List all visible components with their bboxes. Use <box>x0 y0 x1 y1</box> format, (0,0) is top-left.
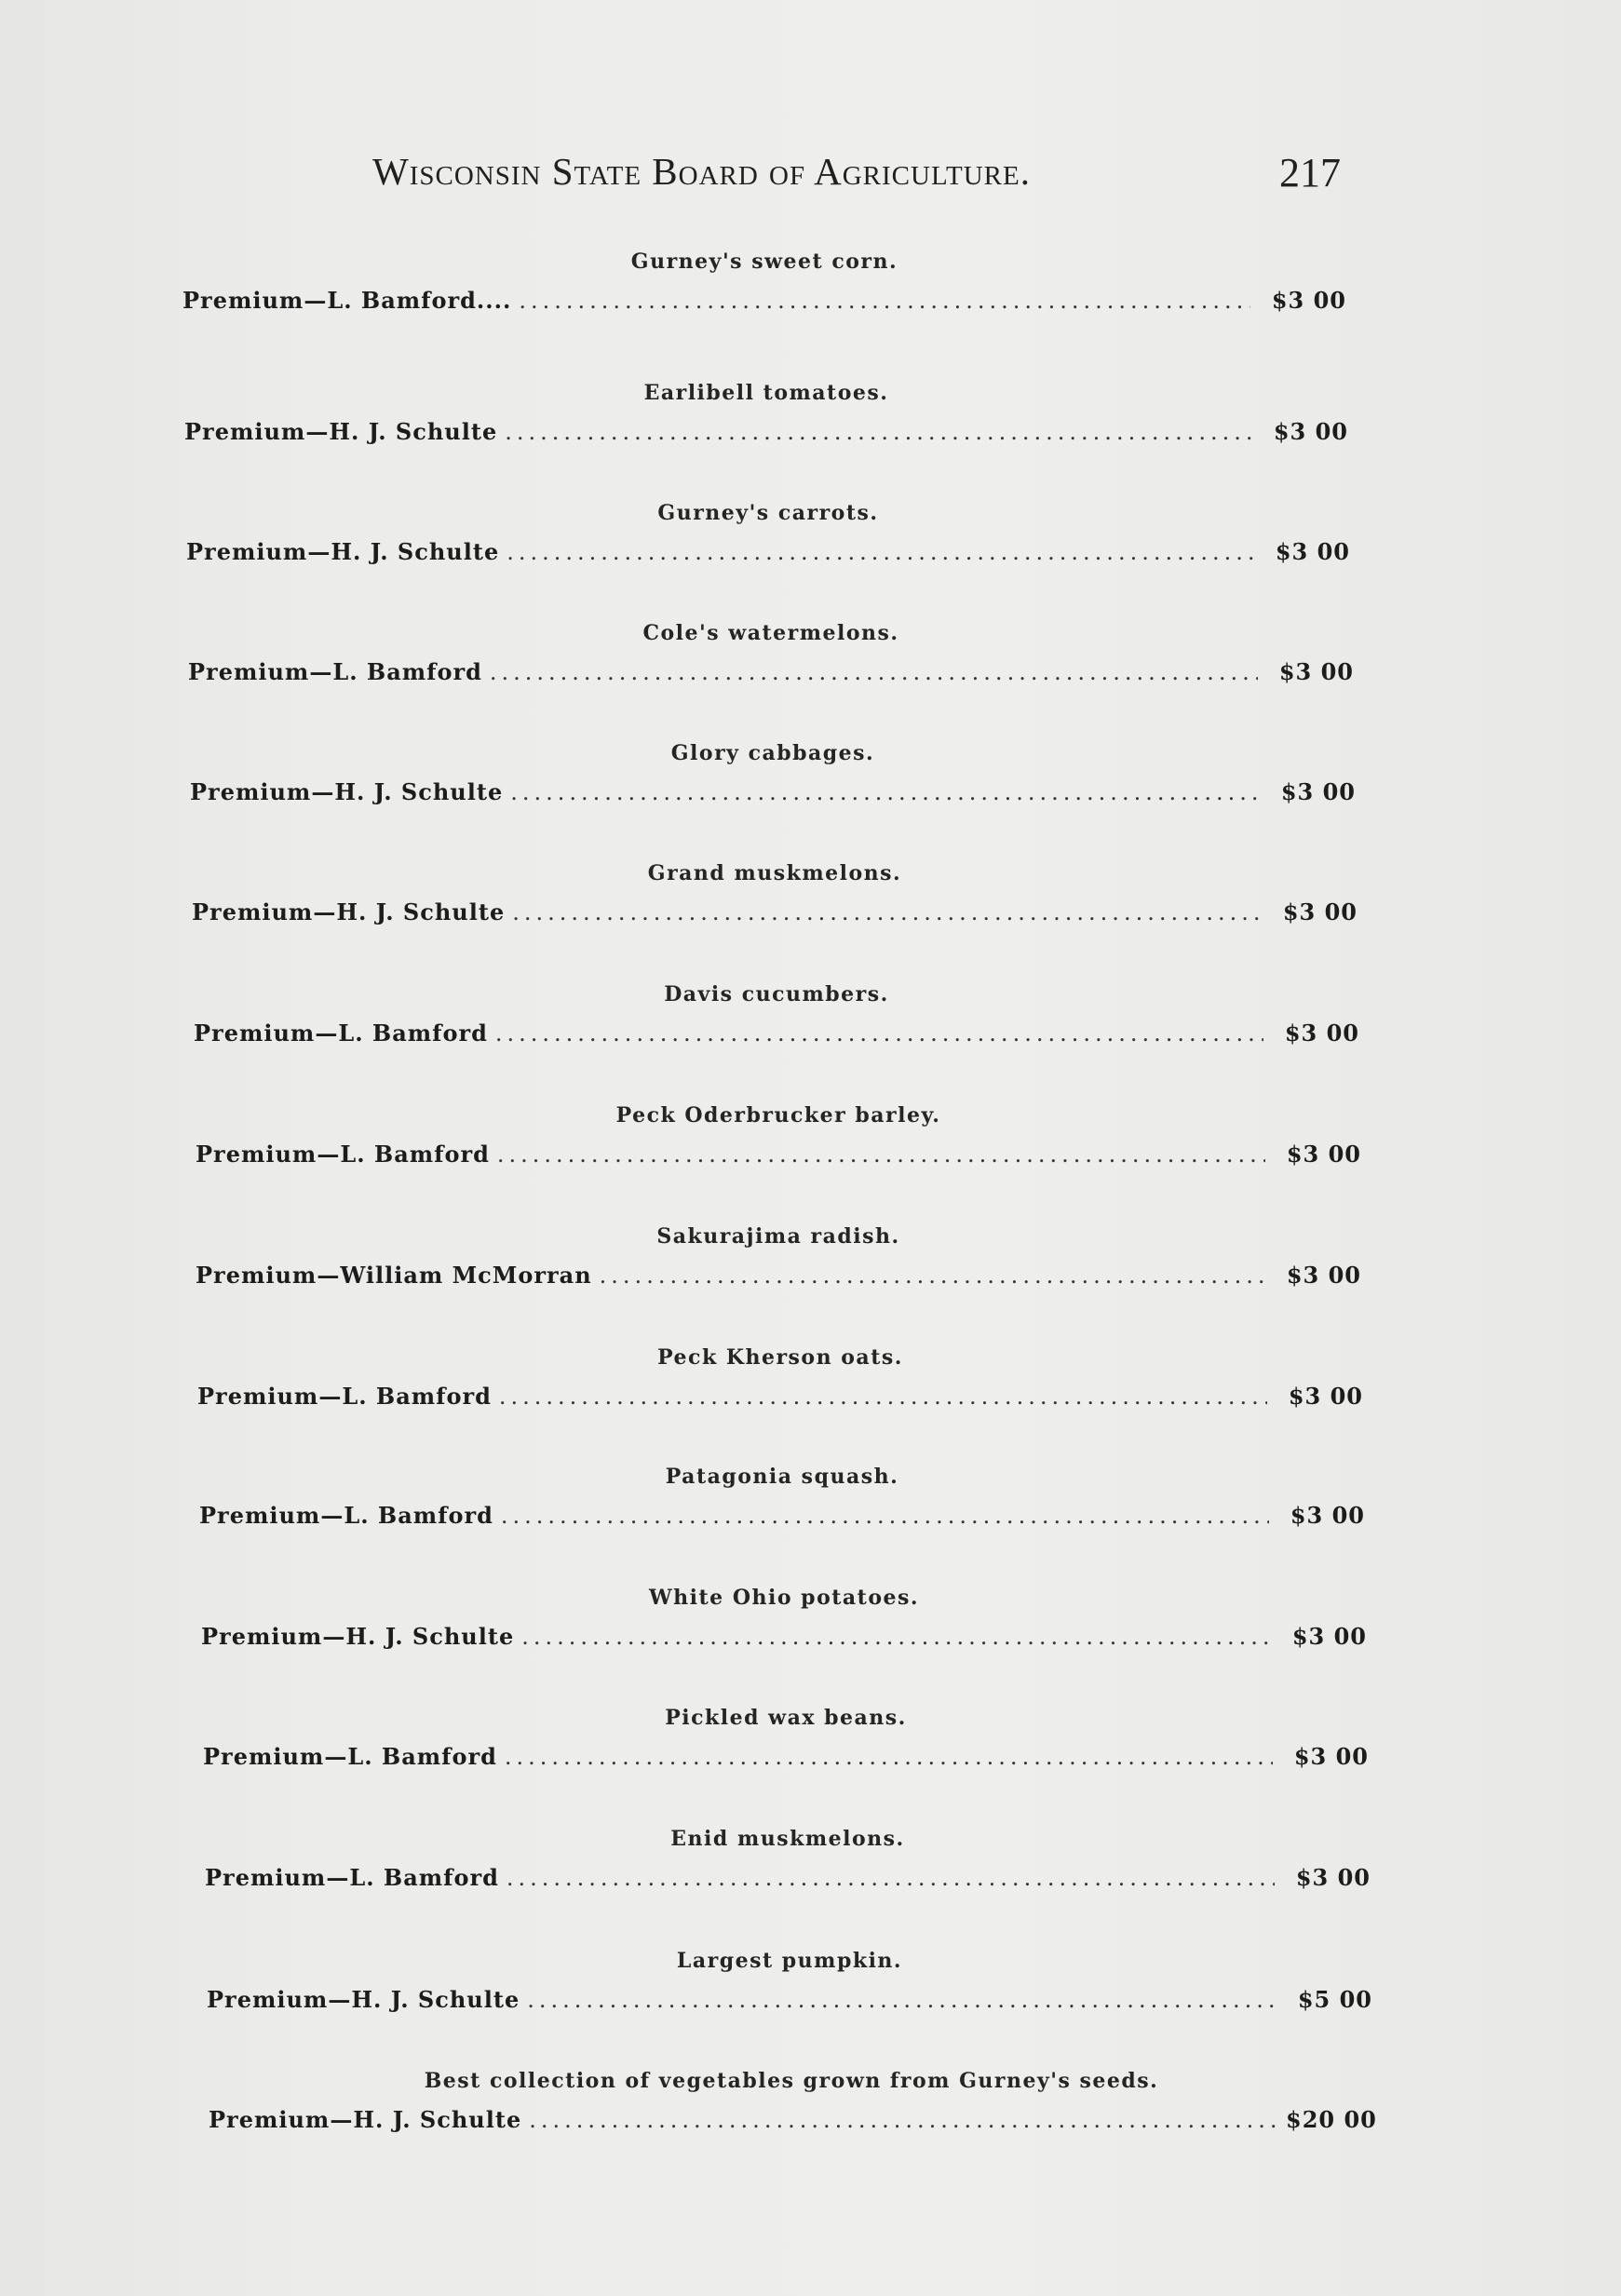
entry-amount: $3 00 <box>1273 418 1348 445</box>
premium-entry <box>184 381 1348 474</box>
entry-line <box>194 1020 1359 1051</box>
entry-line <box>188 658 1354 690</box>
dot-leader <box>501 1503 1269 1529</box>
entry-line <box>209 2106 1377 2138</box>
entry-title: Gurney's carrots. <box>657 501 879 525</box>
entry-winner: Premium—H. J. Schulte <box>207 1986 520 2013</box>
entry-line <box>182 287 1346 318</box>
dot-leader <box>600 1263 1265 1289</box>
entry-line <box>186 538 1350 570</box>
entry-line <box>192 898 1358 930</box>
entry-amount: $3 00 <box>1288 1383 1363 1410</box>
entry-line <box>190 778 1356 810</box>
entry-amount: $3 00 <box>1291 1623 1367 1650</box>
dot-leader <box>505 419 1252 445</box>
dot-leader <box>495 1020 1263 1047</box>
entry-line <box>197 1383 1363 1414</box>
entry-winner: Premium—L. Bamford <box>203 1743 497 1770</box>
entry-winner: Premium—L. Bamford <box>196 1141 490 1168</box>
entry-winner: Premium—H. J. Schulte <box>184 418 498 445</box>
entry-line <box>196 1262 1361 1293</box>
premium-entry <box>190 741 1356 834</box>
entry-line <box>201 1623 1367 1654</box>
entry-winner: Premium—H. J. Schulte <box>186 538 500 565</box>
entry-amount: $3 00 <box>1275 538 1350 565</box>
entry-title: Pickled wax beans. <box>665 1706 907 1730</box>
entry-title: Enid muskmelons. <box>670 1827 905 1851</box>
entry-title: Earlibell tomatoes. <box>643 381 889 405</box>
entry-title: Grand muskmelons. <box>647 861 902 885</box>
dot-leader <box>512 899 1262 925</box>
entry-line <box>207 1986 1372 2018</box>
premium-entry <box>207 1949 1372 2042</box>
entry-winner: Premium—H. J. Schulte <box>209 2106 522 2133</box>
premium-entry <box>188 621 1354 714</box>
entry-amount: $3 00 <box>1271 287 1346 314</box>
entry-amount: $3 00 <box>1282 898 1358 925</box>
dot-leader <box>505 1744 1273 1770</box>
entry-title: Peck Oderbrucker barley. <box>615 1103 941 1128</box>
entry-line <box>205 1864 1371 1896</box>
entry-amount: $20 00 <box>1286 2106 1377 2133</box>
dot-leader <box>519 288 1250 314</box>
entry-title: Sakurajima radish. <box>656 1224 900 1249</box>
dot-leader <box>507 539 1254 565</box>
dot-leader <box>521 1624 1271 1650</box>
entry-winner: Premium—H. J. Schulte <box>190 778 504 805</box>
dot-leader <box>497 1141 1265 1168</box>
premium-entry <box>186 501 1350 594</box>
premium-entry <box>197 1345 1363 1438</box>
page-number: 217 <box>1279 150 1341 196</box>
premium-entry <box>201 1586 1367 1679</box>
entry-line <box>199 1502 1365 1533</box>
premium-entry <box>182 250 1346 343</box>
entry-title: Glory cabbages. <box>670 741 875 765</box>
entry-title: Cole's watermelons. <box>642 621 899 645</box>
entry-winner: Premium—L. Bamford <box>205 1864 499 1891</box>
entry-amount: $3 00 <box>1284 1020 1359 1047</box>
entry-line <box>184 418 1348 450</box>
entry-line <box>203 1743 1369 1775</box>
entry-amount: $3 00 <box>1286 1141 1361 1168</box>
premium-entry <box>194 982 1359 1075</box>
entry-amount: $3 00 <box>1278 658 1354 685</box>
entry-line <box>196 1141 1361 1172</box>
dot-leader <box>499 1384 1267 1410</box>
premium-entry <box>196 1103 1361 1196</box>
entry-title: Largest pumpkin. <box>676 1949 903 1973</box>
dot-leader <box>510 779 1260 805</box>
dot-leader <box>490 659 1258 685</box>
entry-amount: $3 00 <box>1280 778 1356 805</box>
page-header <box>372 149 1341 205</box>
entry-winner: Premium—H. J. Schulte <box>201 1623 515 1650</box>
entry-amount: $3 00 <box>1293 1743 1369 1770</box>
entry-winner: Premium—L. Bamford <box>188 658 482 685</box>
entry-winner: Premium—L. Bamford <box>194 1020 488 1047</box>
entry-title: Gurney's sweet corn. <box>630 250 898 274</box>
premium-entry <box>192 861 1358 954</box>
entry-title: Davis cucumbers. <box>664 982 889 1006</box>
entry-amount: $3 00 <box>1286 1262 1361 1289</box>
entry-amount: $3 00 <box>1290 1502 1365 1529</box>
entry-winner: Premium—H. J. Schulte <box>192 898 506 925</box>
dot-leader <box>527 1987 1277 2013</box>
entry-amount: $3 00 <box>1295 1864 1371 1891</box>
dot-leader <box>507 1865 1275 1891</box>
premium-entry <box>199 1465 1365 1558</box>
entry-amount: $5 00 <box>1297 1986 1372 2013</box>
entry-winner: Premium—William McMorran <box>196 1262 592 1289</box>
entry-title: Peck Kherson oats. <box>657 1345 903 1370</box>
premium-entry <box>203 1706 1369 1799</box>
entry-winner: Premium—L. Bamford <box>199 1502 493 1529</box>
running-title: Wisconsin State Board of Agriculture. <box>372 150 1031 193</box>
premium-entry <box>209 2069 1377 2162</box>
entry-title: Patagonia squash. <box>665 1465 899 1489</box>
dot-leader <box>529 2107 1278 2133</box>
entry-winner: Premium—L. Bamford.... <box>182 287 512 314</box>
premium-entry <box>205 1827 1371 1920</box>
entry-title: Best collection of vegetables grown from Gurney's seeds. <box>424 2069 1159 2093</box>
premium-entry <box>196 1224 1361 1317</box>
entry-title: White Ohio potatoes. <box>648 1586 920 1610</box>
entry-winner: Premium—L. Bamford <box>197 1383 492 1410</box>
